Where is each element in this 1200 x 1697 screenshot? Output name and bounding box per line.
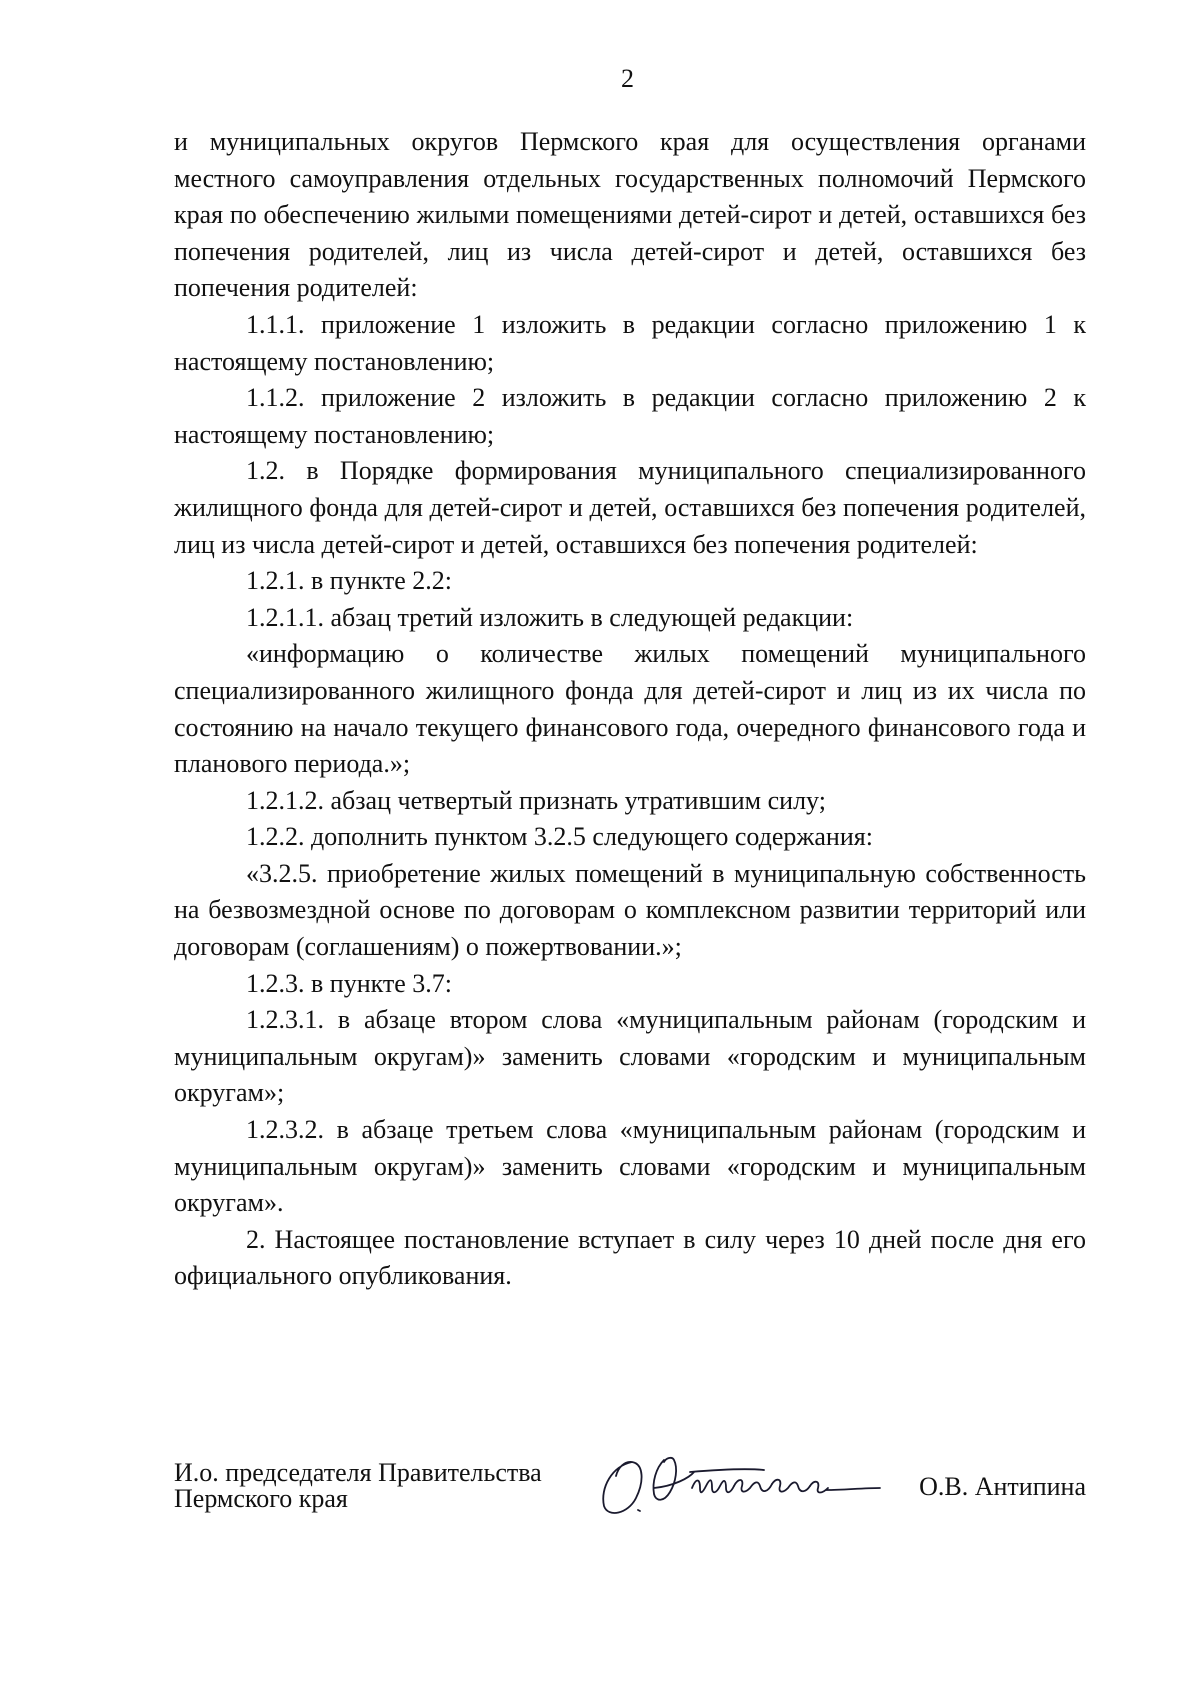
paragraph: 2. Настоящее постановление вступает в силу через 10 дней после дня его официального опубликования. (174, 1224, 1086, 1291)
paragraph: «3.2.5. приобретение жилых помещений в муниципальную собственность на безвозмездной основе по договорам о комплексном развитии территорий или договорам (соглашениям) о пожертвовании.»; (174, 858, 1086, 962)
paragraph: 1.2.1. в пункте 2.2: (246, 566, 453, 596)
paragraph: и муниципальных округов Пермского края для осуществления органами местного самоуправления отдельных государственных полномочий Пермского края по обеспечению жилыми помещениями детей-сирот и детей, оставшихся без попечения родителей, лиц из числа детей-сирот и детей, оставшихся без попечения родителей: (174, 127, 1086, 303)
handwritten-signature (594, 1448, 894, 1518)
signatory-title (174, 1460, 542, 1512)
paragraph: 1.2.1.2. абзац четвертый признать утратившим силу; (246, 785, 826, 815)
signatory-title-line: Пермского края (174, 1484, 348, 1513)
paragraph: 1.2.3. в пункте 3.7: (246, 968, 453, 998)
page-number: 2 (621, 64, 634, 93)
signature-block (174, 1460, 1086, 1530)
paragraph: 1.2. в Порядке формирования муниципального специализированного жилищного фонда для детей-сирот и детей, оставшихся без попечения родителей, лиц из числа детей-сирот и детей, оставшихся без попечения родителей: (174, 456, 1086, 559)
paragraph: 1.2.1.1. абзац третий изложить в следующей редакции: (246, 602, 854, 632)
paragraph: 1.1.2. приложение 2 изложить в редакции согласно приложению 2 к настоящему постановлению; (174, 383, 1086, 449)
paragraph: 1.2.3.1. в абзаце втором слова «муниципальным районам (городским и муниципальным округам)» заменить словами «городским и муниципальным округам»; (174, 1005, 1086, 1108)
paragraph: «информацию о количестве жилых помещений муниципального специализированного жилищного фонда для детей-сирот и лиц из их числа по состоянию на начало текущего финансового года, очередного финансового года и планового периода.»; (174, 639, 1086, 779)
document-body (174, 124, 1086, 1295)
signatory-name: О.В. Антипина (919, 1472, 1086, 1501)
paragraph: 1.2.3.2. в абзаце третьем слова «муниципальным районам (городским и муниципальным округам)» заменить словами «городским и муниципальным округам». (174, 1115, 1086, 1218)
paragraph: 1.2.2. дополнить пунктом 3.2.5 следующего содержания: (246, 822, 873, 852)
paragraph: 1.1.1. приложение 1 изложить в редакции согласно приложению 1 к настоящему постановлению; (174, 309, 1086, 376)
signatory-title-line: И.о. председателя Правительства (174, 1458, 542, 1487)
